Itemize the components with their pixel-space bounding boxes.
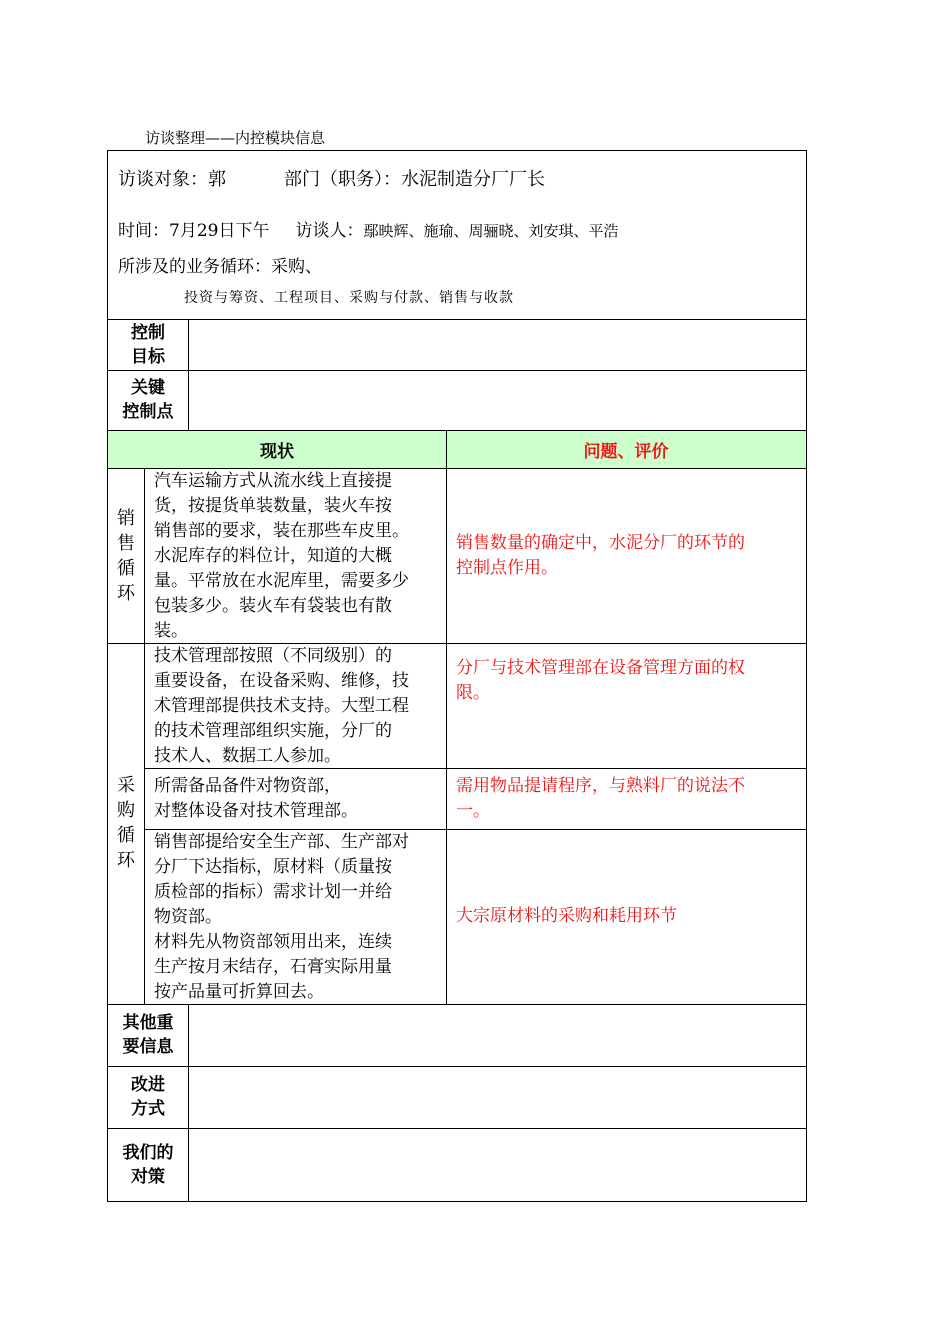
purchase-issue-1: 分厂与技术管理部在设备管理方面的权 限。 <box>456 658 745 703</box>
sales-status: 汽车运输方式从流水线上直接提 货，按提货单装数量，装火车按 销售部的要求，装在那些车皮里。 水泥库存的料位计，知道的大概 量。平常放在水泥库里，需要多少 包装多少。装火车有袋装也有散 装。 <box>154 471 409 641</box>
divider <box>108 370 806 371</box>
interviewers: 鄢映辉、施瑜、周骊晓、刘安琪、平浩 <box>363 222 619 240</box>
improvement-label: 改进 方式 <box>131 1075 165 1119</box>
issues-column-header: 问题、评价 <box>583 442 669 462</box>
document-title: 访谈整理——内控模块信息 <box>145 129 326 147</box>
department: 部门（职务）：水泥制造分厂厂长 <box>284 169 545 190</box>
purchase-issue-3: 大宗原材料的采购和耗用环节 <box>456 906 677 926</box>
control-objective-label: 控制 目标 <box>131 323 165 367</box>
interviewer-label: 访谈人： <box>295 221 364 241</box>
purchase-cycle-label: 采 购 循 环 <box>117 775 135 871</box>
purchase-issue-2: 需用物品提请程序，与熟料厂的说法不 一。 <box>456 776 745 821</box>
sales-cycle-label: 销 售 循 环 <box>117 508 135 604</box>
sales-issue: 销售数量的确定中，水泥分厂的环节的 控制点作用。 <box>456 533 745 578</box>
status-column-header: 现状 <box>260 442 294 462</box>
header-line-subject <box>118 165 545 191</box>
interview-table <box>107 150 807 1202</box>
column-divider <box>188 319 189 430</box>
key-control-points-label: 关键 控制点 <box>122 378 174 422</box>
time-value: 7月29日下午 <box>169 221 270 241</box>
business-cycles-continued: 投资与筹资、工程项目、采购与付款、销售与收款 <box>184 290 514 306</box>
divider <box>108 1128 806 1129</box>
divider <box>108 1066 806 1067</box>
our-measures-label: 我们的 对策 <box>122 1143 174 1187</box>
purchase-status-3: 销售部提给安全生产部、生产部对 分厂下达指标，原材料（质量按 质检部的指标）需求计划一并给 物资部。 材料先从物资部领用出来，连续 生产按月末结存，石膏实际用量 按产品量可折算回去。 <box>154 832 409 1002</box>
business-cycles: 所涉及的业务循环：采购、 <box>118 257 322 277</box>
time-label: 时间： <box>118 221 169 241</box>
header-line-time <box>118 216 618 241</box>
divider <box>108 319 806 320</box>
column-divider <box>446 430 447 1004</box>
column-divider <box>188 1004 189 1202</box>
interview-subject: 访谈对象：郭 <box>118 169 226 190</box>
purchase-status-2: 所需备品备件对物资部， 对整体设备对技术管理部。 <box>154 776 358 821</box>
purchase-status-1: 技术管理部按照（不同级别）的 重要设备，在设备采购、维修，技 术管理部提供技术支持。大型工程 的技术管理部组织实施，分厂的 技术人、数据工人参加。 <box>154 646 409 766</box>
other-info-label: 其他重 要信息 <box>122 1013 174 1057</box>
column-divider <box>144 468 145 1004</box>
